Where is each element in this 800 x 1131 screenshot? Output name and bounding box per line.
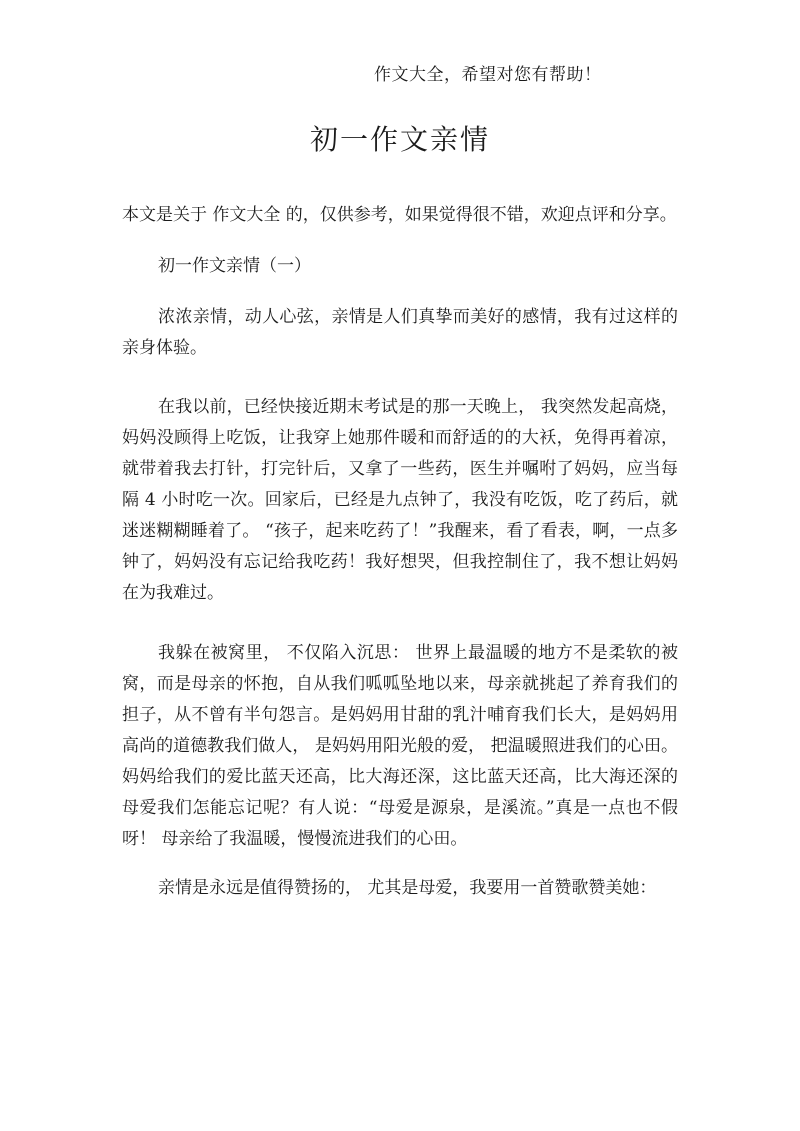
header-note: 作文大全，希望对您有帮助！ xyxy=(374,65,602,85)
body-paragraph-4: 亲情是永远是值得赞扬的， 尤其是母爱，我要用一首赞歌赞美她： xyxy=(158,878,657,898)
section-heading: 初一作文亲情（一） xyxy=(158,256,311,276)
body-paragraph-2: 在我以前，已经快接近期末考试是的那一天晚上， 我突然发起高烧，妈妈没顾得上吃饭，让我穿上她那件暖和而舒适的的大袄，免得再着凉，就带着我去打针，打完针后，又拿了一些药，医生并嘱咐了妈妈，应当每隔 4 小时吃一次。回家后，已经是九点钟了，我没有吃饭，吃了药后，就迷迷糊糊睡着了。 “孩子，起来吃药了！”我醒来，看了看表，啊，一点多钟了，妈妈没有忘记给我吃药！我好想哭，但我控制住了，我不想让妈妈在为我难过。 xyxy=(122,397,678,603)
document-body xyxy=(122,200,678,904)
intro-paragraph: 本文是关于 作文大全 的，仅供参考，如果觉得很不错，欢迎点评和分享。 xyxy=(122,205,677,225)
body-paragraph-3: 我躲在被窝里， 不仅陷入沉思： 世界上最温暖的地方不是柔软的被窝，而是母亲的怀抱，自从我们呱呱坠地以来，母亲就挑起了养育我们的担子，从不曾有半句怨言。是妈妈用甘甜的乳汁哺育我们长大，是妈妈用高尚的道德教我们做人， 是妈妈用阳光般的爱， 把温暖照进我们的心田。妈妈给我们的爱比蓝天还高，比大海还深，这比蓝天还高，比大海还深的母爱我们怎能忘记呢？有人说：“母爱是源泉，是溪流。”真是一点也不假呀！ 母亲给了我温暖，慢慢流进我们的心田。 xyxy=(122,643,678,849)
document-title: 初一作文亲情 xyxy=(309,123,490,156)
body-paragraph-1: 浓浓亲情，动人心弦，亲情是人们真挚而美好的感情，我有过这样的亲身体验。 xyxy=(122,307,678,358)
